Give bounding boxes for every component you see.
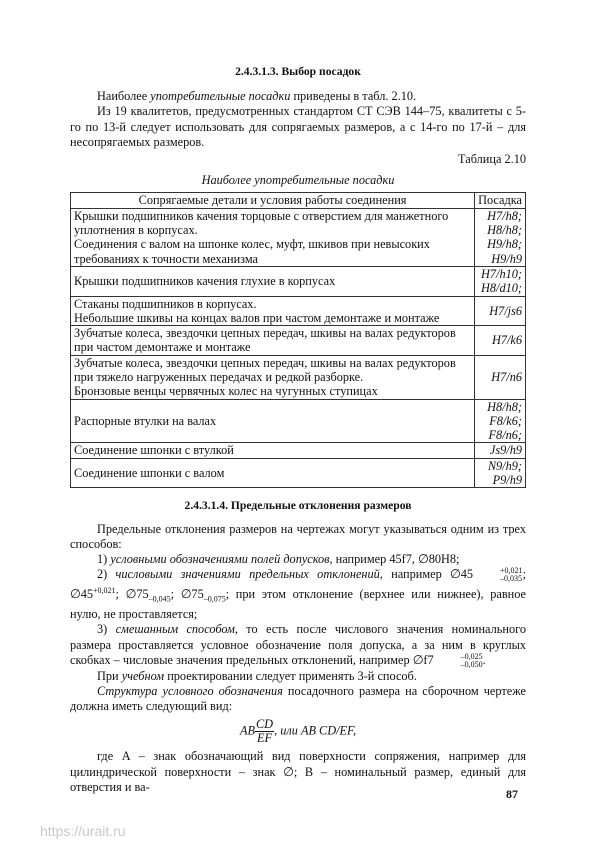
fit-designation-formula: AB $\frac{CD}{EF}$ , или AB CD/EF,: [239, 717, 357, 746]
row-conditions: Зубчатые колеса, звездочки цепных передач, шкивы на валах редукторов при тяжело нагруженных передачах и редкой разборке. Бронзовые венцы червячных колес на чугунных ступицах: [71, 355, 475, 399]
row-conditions: Стаканы подшипников в корпусах. Небольшие шкивы на концах валов при частом демонтаже и монтаже: [71, 296, 475, 326]
table-row: [71, 296, 526, 326]
list-item-method-2: 2) числовыми значениями предельных отклонений, например ∅45 +0,021 –0,035 ; $\emptyset 45^{+0,021}$; $\emptyset 75_{-0,045}$; $\emptyset 75_{-0,075}$; при этом отклонение (верхнее или нижнее), равное нулю, не проставляется;: [70, 566, 526, 622]
paragraph-symbol-explanation: где A – знак обозначающий вид поверхности сопряжения, например для цилиндрической поверхности – знак ∅; B – номинальный размер, единый для отверстия и ва-: [70, 749, 526, 794]
formula-fraction: $\frac{CD}{EF}$: [255, 717, 274, 746]
row-fit: H7/h10; H8/d10;: [475, 266, 526, 296]
row-fit: H7/k6: [475, 326, 526, 356]
header-conditions: Сопрягаемые детали и условия работы соединения: [71, 193, 475, 208]
table-row: [71, 355, 526, 399]
watermark-url: https://urait.ru: [40, 823, 126, 839]
row-conditions: Крышки подшипников качения торцовые с отверстием для манжетного уплотнения в корпусах. Соединения с валом на шпонке колес, муфт, шкивов при невысоких требованиях к точности механизма: [71, 208, 475, 266]
row-conditions: Зубчатые колеса, звездочки цепных передач, шкивы на валах редукторов при частом демонтаже и монтаже: [71, 326, 475, 356]
table-number: Таблица 2.10: [458, 152, 526, 167]
table-row: [71, 443, 526, 458]
row-fit: H7/h8; H8/h8; H9/h8; H9/h9: [475, 208, 526, 266]
row-fit: N9/h9; P9/h9: [475, 458, 526, 488]
paragraph-educational-design: При учебном проектировании следует применять 3-й способ.: [97, 668, 417, 683]
row-fit: H7/js6: [475, 296, 526, 326]
row-fit: Js9/h9: [475, 443, 526, 458]
row-fit: H8/h8; F8/k6; F8/n6;: [475, 399, 526, 443]
table-row: [71, 266, 526, 296]
row-fit: H7/n6: [475, 355, 526, 399]
paragraph-qualities: Из 19 квалитетов, предусмотренных стандартом СТ СЭВ 144–75, квалитеты с 5-го по 13-й следует использовать для сопрягаемых размеров, а с 14-го по 17-й – для несопрягаемых размеров.: [70, 104, 526, 149]
table-row: [71, 208, 526, 266]
section-heading-limit-deviations: 2.4.3.1.4. Предельные отклонения размеров: [184, 499, 412, 513]
page-content: [70, 64, 526, 795]
row-conditions: Распорные втулки на валах: [71, 399, 475, 443]
row-conditions: Крышки подшипников качения глухие в корпусах: [71, 266, 475, 296]
page-number: 87: [506, 787, 518, 801]
table-caption: Наиболее употребительные посадки: [201, 173, 395, 188]
tolerance-stack: –0,025 –0,050: [460, 651, 483, 669]
fits-table: [70, 192, 526, 488]
list-item-method-3: 3) смешанным способом, то есть после числового значения номинального размера проставляется условное обозначение поля допуска, а за ним в круглых скобках – числовые значения предельных отклонений, например ∅f7 –0,025 –0,050 .: [70, 622, 526, 669]
paragraph-deviation-intro: Предельные отклонения размеров на чертежах могут указываться одним из трех способов:: [70, 521, 526, 551]
tolerance-stack: +0,021 –0,035: [500, 566, 523, 584]
table-row: [71, 458, 526, 488]
table-header-row: [71, 193, 526, 208]
table-row: [71, 326, 526, 356]
table-row: [71, 399, 526, 443]
row-conditions: Соединение шпонки с валом: [71, 458, 475, 488]
list-item-method-1: 1) условными обозначениями полей допусков, например 45f7, ∅80H8;: [97, 551, 460, 566]
paragraph-table-reference: Наиболее употребительные посадки приведены в табл. 2.10.: [97, 89, 417, 104]
header-fit: Посадка: [475, 193, 526, 208]
section-heading-fits-selection: 2.4.3.1.3. Выбор посадок: [235, 65, 361, 78]
row-conditions: Соединение шпонки с втулкой: [71, 443, 475, 458]
paragraph-designation-structure: Структура условного обозначения посадочного размера на сборочном чертеже должна иметь следующий вид:: [70, 684, 526, 714]
